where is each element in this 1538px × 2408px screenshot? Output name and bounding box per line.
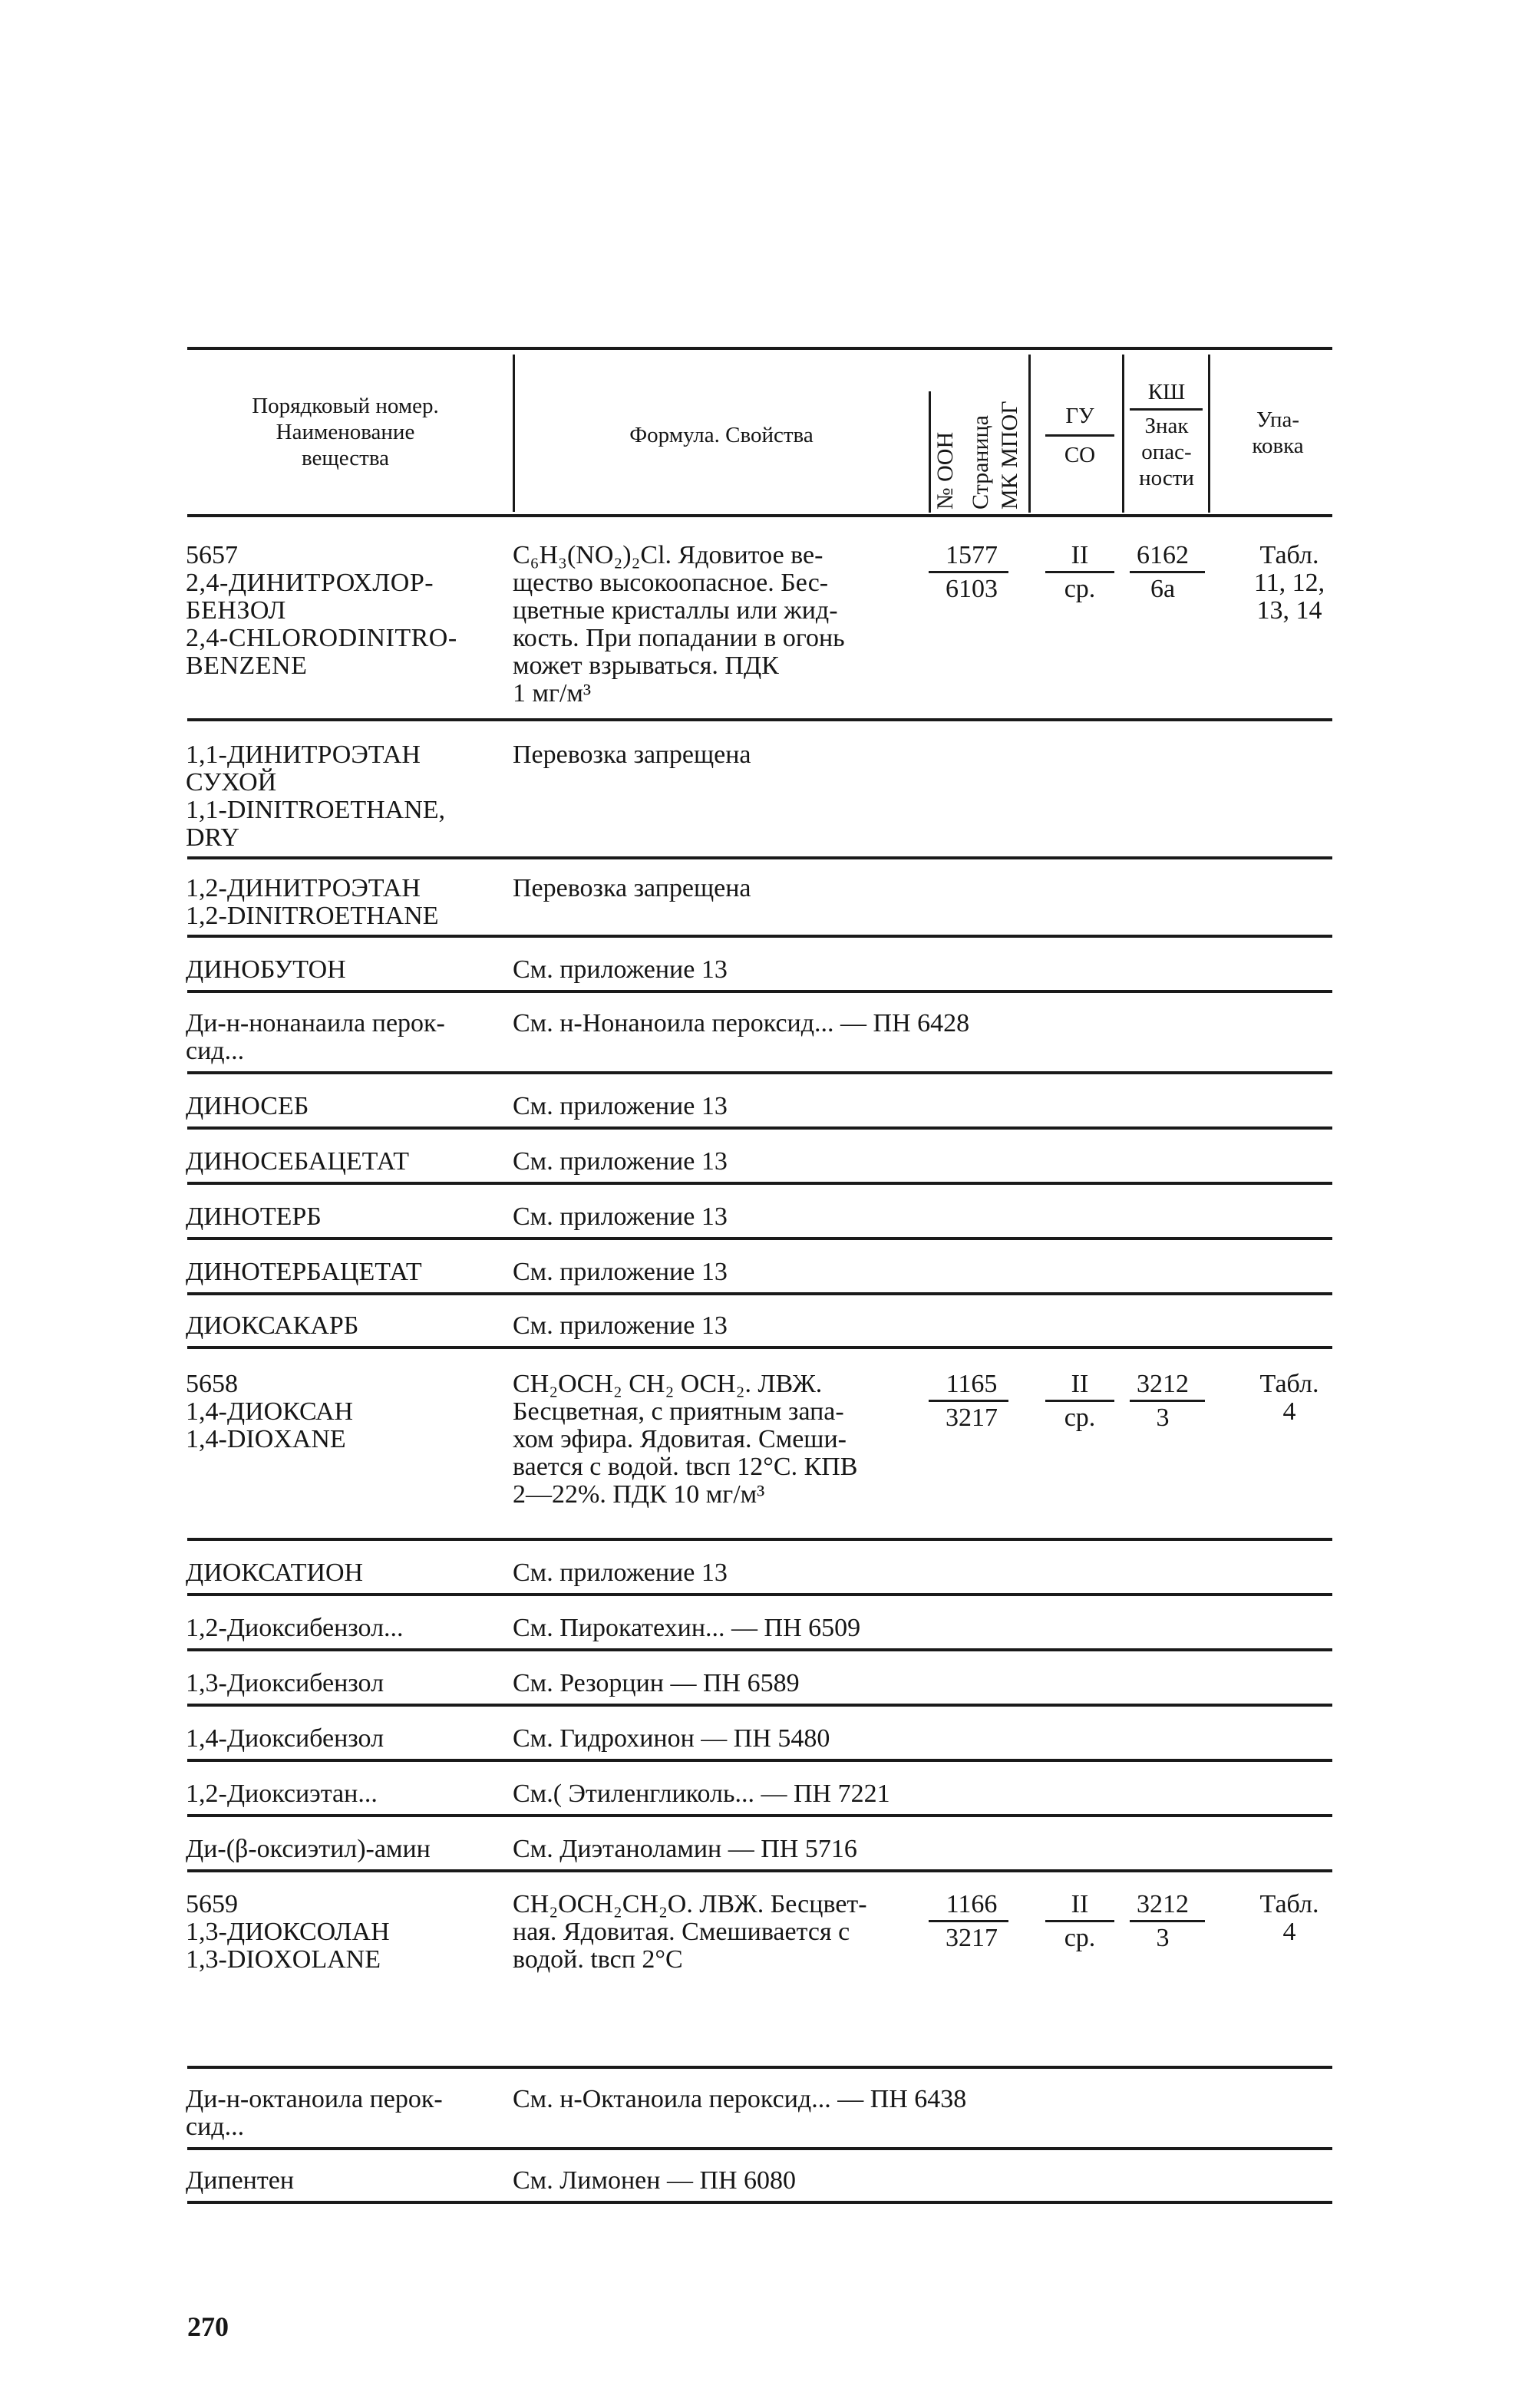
un-fraction-line — [929, 571, 1008, 573]
row-divider — [187, 1182, 1332, 1185]
entry-name: 1,2-Диоксиэтан... — [186, 1780, 378, 1808]
so-class: ср. — [1064, 1924, 1096, 1952]
entry-description: См. приложение 13 — [513, 955, 728, 984]
header-col-mk-mpog: МК МПОГ — [997, 401, 1022, 510]
entry-description: См. приложение 13 — [513, 1258, 728, 1286]
header-fraction-line — [1045, 434, 1114, 437]
header-col-so: СО — [1064, 443, 1096, 467]
un-fraction-line — [929, 1400, 1008, 1402]
entry-name: 1,2-ДИНИТРОЭТАН 1,2-DINITROETHANE — [186, 874, 439, 930]
mk-mpog-page: 6103 — [946, 575, 998, 603]
entry-name: ДИНОСЕБАЦЕТАТ — [186, 1147, 410, 1176]
header-divider — [1028, 355, 1031, 513]
header-divider — [929, 391, 931, 513]
table-top-rule — [187, 347, 1332, 350]
entry-description: C₆H₃(NO₂)₂Cl. Ядовитое ве- щество высокоопасное. Бес- цветные кристаллы или жид- кость. При попадании в огонь может взрываться. ПДК 1 мг/м³ — [513, 541, 845, 708]
packing: Табл. 11, 12, 13, 14 — [1253, 541, 1325, 625]
ksh-code: 3212 — [1137, 1890, 1189, 1918]
header-col-name-line: вещества — [301, 446, 390, 470]
entry-name: Ди-н-нонанаила перок- сид... — [186, 1009, 445, 1065]
gu-fraction-line — [1045, 571, 1114, 573]
header-col-un-number: № ООН — [932, 431, 958, 510]
row-divider — [187, 1593, 1332, 1596]
gu-class: II — [1071, 541, 1089, 569]
entry-description: См. н-Октаноила пероксид... — ПН 6438 — [513, 2085, 967, 2113]
gu-class: II — [1071, 1890, 1089, 1918]
ksh-code: 6162 — [1137, 541, 1189, 569]
header-bottom-rule — [187, 514, 1332, 517]
row-divider — [187, 990, 1332, 993]
entry-name: 5657 2,4-ДИНИТРОХЛОР- БЕНЗОЛ 2,4-CHLORODINITRO- BENZENE — [186, 541, 457, 680]
row-divider — [187, 1126, 1332, 1130]
header-col-formula: Формула. Свойства — [629, 423, 814, 447]
row-divider — [187, 1237, 1332, 1240]
header-col-gu: ГУ — [1065, 404, 1094, 428]
table-bottom-rule — [187, 2201, 1332, 2204]
mk-mpog-page: 3217 — [946, 1404, 998, 1432]
entry-name: ДИНОТЕРБАЦЕТАТ — [186, 1258, 422, 1286]
ksh-fraction-line — [1130, 1400, 1205, 1402]
so-class: ср. — [1064, 575, 1096, 603]
entry-description: См. приложение 13 — [513, 1559, 728, 1587]
entry-description: См. приложение 13 — [513, 1202, 728, 1231]
header-col-hazard-sign: Знак опас- ности — [1139, 414, 1194, 490]
gu-fraction-line — [1045, 1920, 1114, 1922]
entry-description: Перевозка запрещена — [513, 741, 751, 769]
entry-name: ДИОКСАКАРБ — [186, 1311, 359, 1340]
entry-description: См. приложение 13 — [513, 1311, 728, 1340]
page-number: 270 — [187, 2311, 229, 2342]
row-divider — [187, 1292, 1332, 1295]
hazard-sign: 3 — [1156, 1404, 1170, 1432]
header-col-name — [192, 393, 499, 471]
entry-name: Дипентен — [186, 2166, 295, 2195]
row-divider — [187, 1814, 1332, 1817]
ksh-fraction-line — [1130, 1920, 1205, 1922]
row-divider — [187, 1869, 1332, 1872]
mk-mpog-page: 3217 — [946, 1924, 998, 1952]
entry-description: CH₂OCH₂ CH₂ OCH₂. ЛВЖ. Бесцветная, с приятным запа- хом эфира. Ядовитая. Смеши- вается с водой. tвсп 12°С. КПВ 2—22%. ПДК 10 мг/м³ — [513, 1370, 858, 1509]
entry-name: ДИНОБУТОН — [186, 955, 346, 984]
entry-description: См. Диэтаноламин — ПН 5716 — [513, 1835, 857, 1863]
entry-description: См. н-Нонаноила пероксид... — ПН 6428 — [513, 1009, 970, 1037]
row-divider — [187, 856, 1332, 859]
header-divider — [513, 355, 515, 512]
entry-name: Ди-н-октаноила перок- сид... — [186, 2085, 443, 2141]
entry-description: См. приложение 13 — [513, 1092, 728, 1120]
row-divider — [187, 2147, 1332, 2150]
row-divider — [187, 935, 1332, 938]
entry-name: 5658 1,4-ДИОКСАН 1,4-DIOXANE — [186, 1370, 354, 1453]
header-divider — [1208, 355, 1210, 513]
row-divider — [187, 1648, 1332, 1651]
header-col-packing: Упа- ковка — [1252, 407, 1304, 458]
header-col-name-line: Порядковый номер. — [252, 394, 439, 418]
entry-name: 1,1-ДИНИТРОЭТАН СУХОЙ 1,1-DINITROETHANE, DRY — [186, 741, 446, 852]
un-fraction-line — [929, 1920, 1008, 1922]
row-divider — [187, 1071, 1332, 1074]
packing: Табл. 4 — [1259, 1890, 1319, 1946]
entry-name: Ди-(β-оксиэтил)-амин — [186, 1835, 431, 1863]
entry-description: Перевозка запрещена — [513, 874, 751, 902]
ksh-fraction-line — [1130, 571, 1205, 573]
entry-description: См.( Этиленгликоль... — ПН 7221 — [513, 1780, 890, 1808]
entry-name: 5659 1,3-ДИОКСОЛАН 1,3-DIOXOLANE — [186, 1890, 390, 1974]
hazard-sign: 3 — [1156, 1924, 1170, 1952]
so-class: ср. — [1064, 1404, 1096, 1432]
gu-class: II — [1071, 1370, 1089, 1398]
row-divider — [187, 1704, 1332, 1707]
entry-name: ДИНОСЕБ — [186, 1092, 309, 1120]
row-divider — [187, 2066, 1332, 2069]
ksh-code: 3212 — [1137, 1370, 1189, 1398]
entry-name: 1,3-Диоксибензол — [186, 1669, 384, 1697]
gu-fraction-line — [1045, 1400, 1114, 1402]
entry-description: См. Лимонен — ПН 6080 — [513, 2166, 797, 2195]
un-number: 1166 — [946, 1890, 998, 1918]
entry-name: 1,2-Диоксибензол... — [186, 1614, 404, 1642]
entry-description: См. Пирокатехин... — ПН 6509 — [513, 1614, 861, 1642]
hazard-sign: 6а — [1150, 575, 1176, 603]
row-divider — [187, 1538, 1332, 1541]
un-number: 1165 — [946, 1370, 998, 1398]
un-number: 1577 — [946, 541, 998, 569]
header-col-page: Страница — [968, 415, 993, 510]
header-col-name-line: Наименование — [276, 420, 415, 444]
header-col-ksh: КШ — [1147, 380, 1186, 404]
entry-name: ДИОКСАТИОН — [186, 1559, 364, 1587]
entry-description: См. Резорцин — ПН 6589 — [513, 1669, 800, 1697]
entry-description: CH₂OCH₂CH₂O. ЛВЖ. Бесцвет- ная. Ядовитая. Смешивается с водой. tвсп 2°С — [513, 1890, 867, 1974]
row-divider — [187, 1346, 1332, 1349]
entry-name: 1,4-Диоксибензол — [186, 1724, 384, 1753]
entry-description: См. Гидрохинон — ПН 5480 — [513, 1724, 830, 1753]
packing: Табл. 4 — [1259, 1370, 1319, 1426]
row-divider — [187, 718, 1332, 721]
entry-description: См. приложение 13 — [513, 1147, 728, 1176]
entry-name: ДИНОТЕРБ — [186, 1202, 322, 1231]
header-fraction-line — [1130, 408, 1203, 411]
row-divider — [187, 1759, 1332, 1762]
